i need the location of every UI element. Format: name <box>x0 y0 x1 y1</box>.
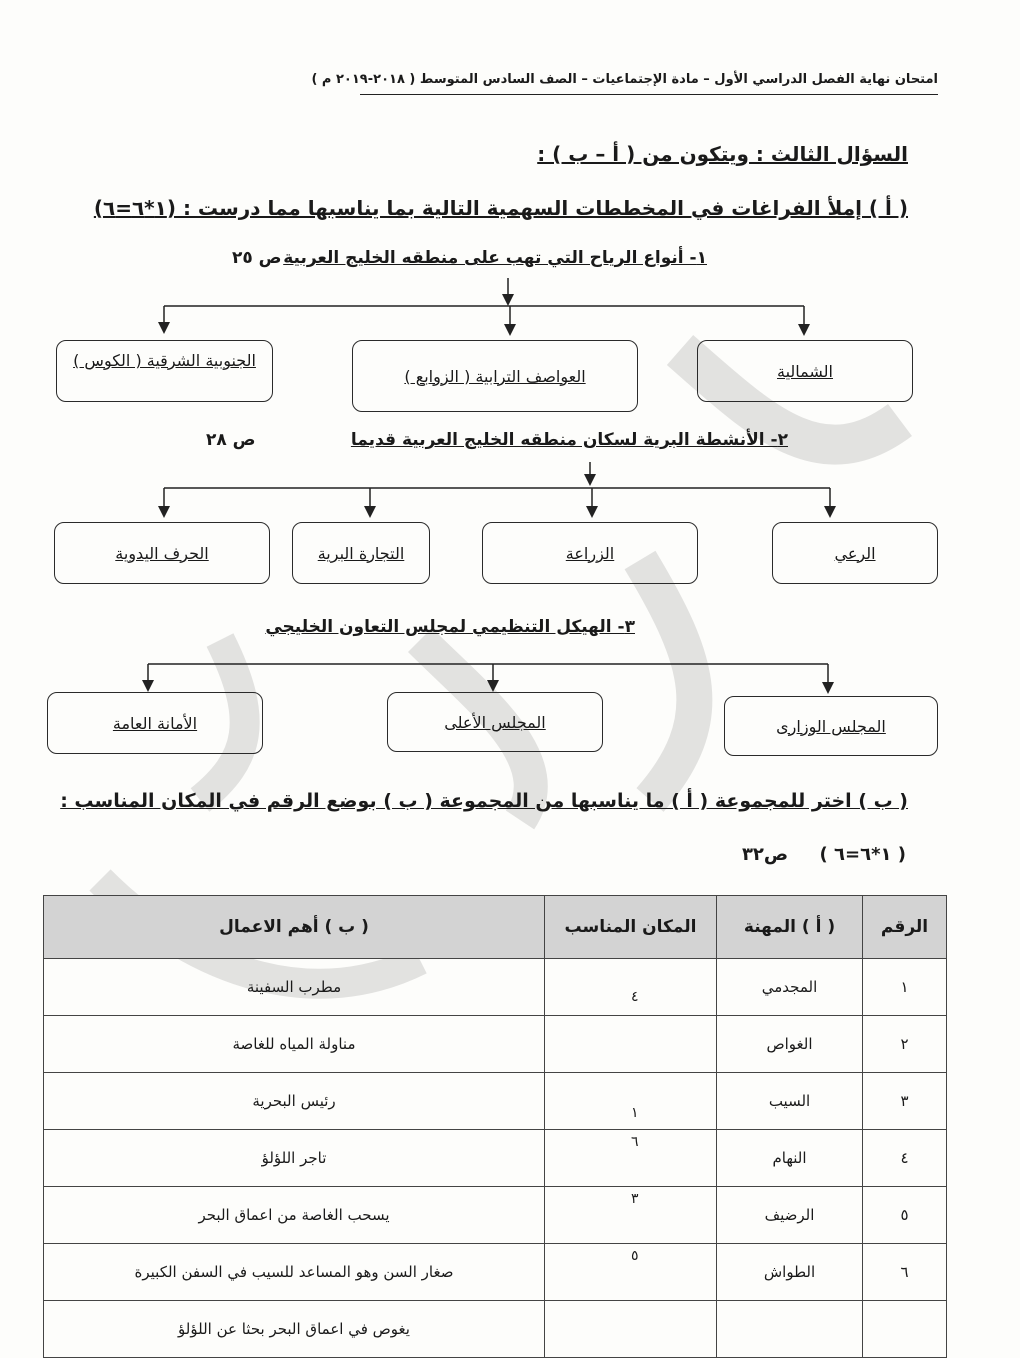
row-answer-cell[interactable] <box>545 1244 717 1301</box>
row-job: الرضيف <box>717 1187 863 1244</box>
table-row <box>44 1016 947 1073</box>
table-row <box>44 1244 947 1301</box>
table-row <box>44 959 947 1016</box>
col-job-header: ( أ ) المهنة <box>717 896 863 959</box>
table-row <box>44 1073 947 1130</box>
table-row <box>44 1301 947 1358</box>
row-work: مطرب السفينة <box>44 959 545 1016</box>
row-work: صغار السن وهو المساعد للسيب في السفن الكبيرة <box>44 1244 545 1301</box>
gcc-box-1[interactable]: المجلس الوزارى <box>724 696 938 756</box>
row-answer: ٤ <box>631 989 639 1005</box>
gcc-box-2[interactable]: المجلس الأعلى <box>387 692 603 752</box>
activity-box-4[interactable]: الحرف اليدوية <box>54 522 270 584</box>
row-answer: ١ <box>631 1105 639 1121</box>
row-number: ١ <box>863 959 947 1016</box>
activity-box-3[interactable]: التجارة البرية <box>292 522 430 584</box>
diagram2-title: ٢- الأنشطة البرية لسكان منطقه الخليج العربية قديما <box>350 430 788 450</box>
row-number: ٢ <box>863 1016 947 1073</box>
col-number-header: الرقم <box>863 896 947 959</box>
row-answer-cell[interactable] <box>545 1073 717 1130</box>
row-number: ٤ <box>863 1130 947 1187</box>
row-job: النهام <box>717 1130 863 1187</box>
diagram2-page: ص ٢٨ <box>206 430 256 450</box>
activity-box-2[interactable]: الزراعة <box>482 522 698 584</box>
part-a-instruction: ( أ ) إملأ الفراغات في المخططات السهمية التالية بما يناسبها مما درست : (١*٦=٦) <box>93 196 908 220</box>
part-b-page: ص٣٢ <box>741 844 789 865</box>
row-answer-cell[interactable] <box>545 1187 717 1244</box>
row-job <box>717 1301 863 1358</box>
col-answer-header: المكان المناسب <box>545 896 717 959</box>
matching-table <box>43 895 947 1358</box>
row-work: رئيس البحرية <box>44 1073 545 1130</box>
row-job: الغواص <box>717 1016 863 1073</box>
gcc-box-3[interactable]: الأمانة العامة <box>47 692 263 754</box>
row-answer-cell[interactable] <box>545 1301 717 1358</box>
wind-box-2[interactable]: العواصف الترابية ( الزوابع ) <box>352 340 638 412</box>
row-answer: ٣ <box>631 1191 639 1207</box>
row-work: يسحب الغاصة من اعماق البحر <box>44 1187 545 1244</box>
row-answer-cell[interactable] <box>545 1130 717 1187</box>
row-answer-cell[interactable] <box>545 1016 717 1073</box>
question-title: السؤال الثالث : ويتكون من ( أ – ب ) : <box>537 142 908 166</box>
wind-box-3[interactable]: الجنوبية الشرقية ( الكوس ) <box>56 340 273 402</box>
row-number <box>863 1301 947 1358</box>
row-job: المجدمي <box>717 959 863 1016</box>
exam-header: امتحان نهاية الفصل الدراسي الأول – مادة الإجتماعيات – الصف السادس المتوسط ( ٢٠١٨-٢٠١٩ م ) <box>311 72 938 87</box>
part-b-instruction: ( ب ) اختر للمجموعة ( أ ) ما يناسبها من المجموعة ( ب ) بوضع الرقم في المكان المناسب : <box>60 790 908 812</box>
diagram1-page: ص ٢٥ <box>232 248 282 268</box>
row-answer: ٥ <box>631 1248 639 1264</box>
row-number: ٥ <box>863 1187 947 1244</box>
activity-box-1[interactable]: الرعي <box>772 522 938 584</box>
part-b-score <box>742 844 906 865</box>
row-number: ٣ <box>863 1073 947 1130</box>
row-answer-cell[interactable] <box>545 959 717 1016</box>
row-job: السيب <box>717 1073 863 1130</box>
wind-box-1[interactable]: الشمالية <box>697 340 913 402</box>
row-answer: ٦ <box>631 1134 639 1150</box>
row-number: ٦ <box>863 1244 947 1301</box>
table-row <box>44 1130 947 1187</box>
diagram1-title: ١- أنواع الرياح التي تهب على منطقه الخليج العربية <box>283 248 707 268</box>
table-header-row <box>44 896 947 959</box>
row-work: مناولة المياه للغاصة <box>44 1016 545 1073</box>
table-row <box>44 1187 947 1244</box>
row-job: الطواش <box>717 1244 863 1301</box>
part-b-score-value: ( ١*٦=٦ ) <box>819 844 906 865</box>
row-work: تاجر اللؤلؤ <box>44 1130 545 1187</box>
col-work-header: ( ب ) أهم الاعمال <box>44 896 545 959</box>
diagram3-title: ٣- الهيكل التنظيمي لمجلس التعاون الخليجي <box>265 617 635 637</box>
row-work: يغوص في اعماق البحر بحثا عن اللؤلؤ <box>44 1301 545 1358</box>
